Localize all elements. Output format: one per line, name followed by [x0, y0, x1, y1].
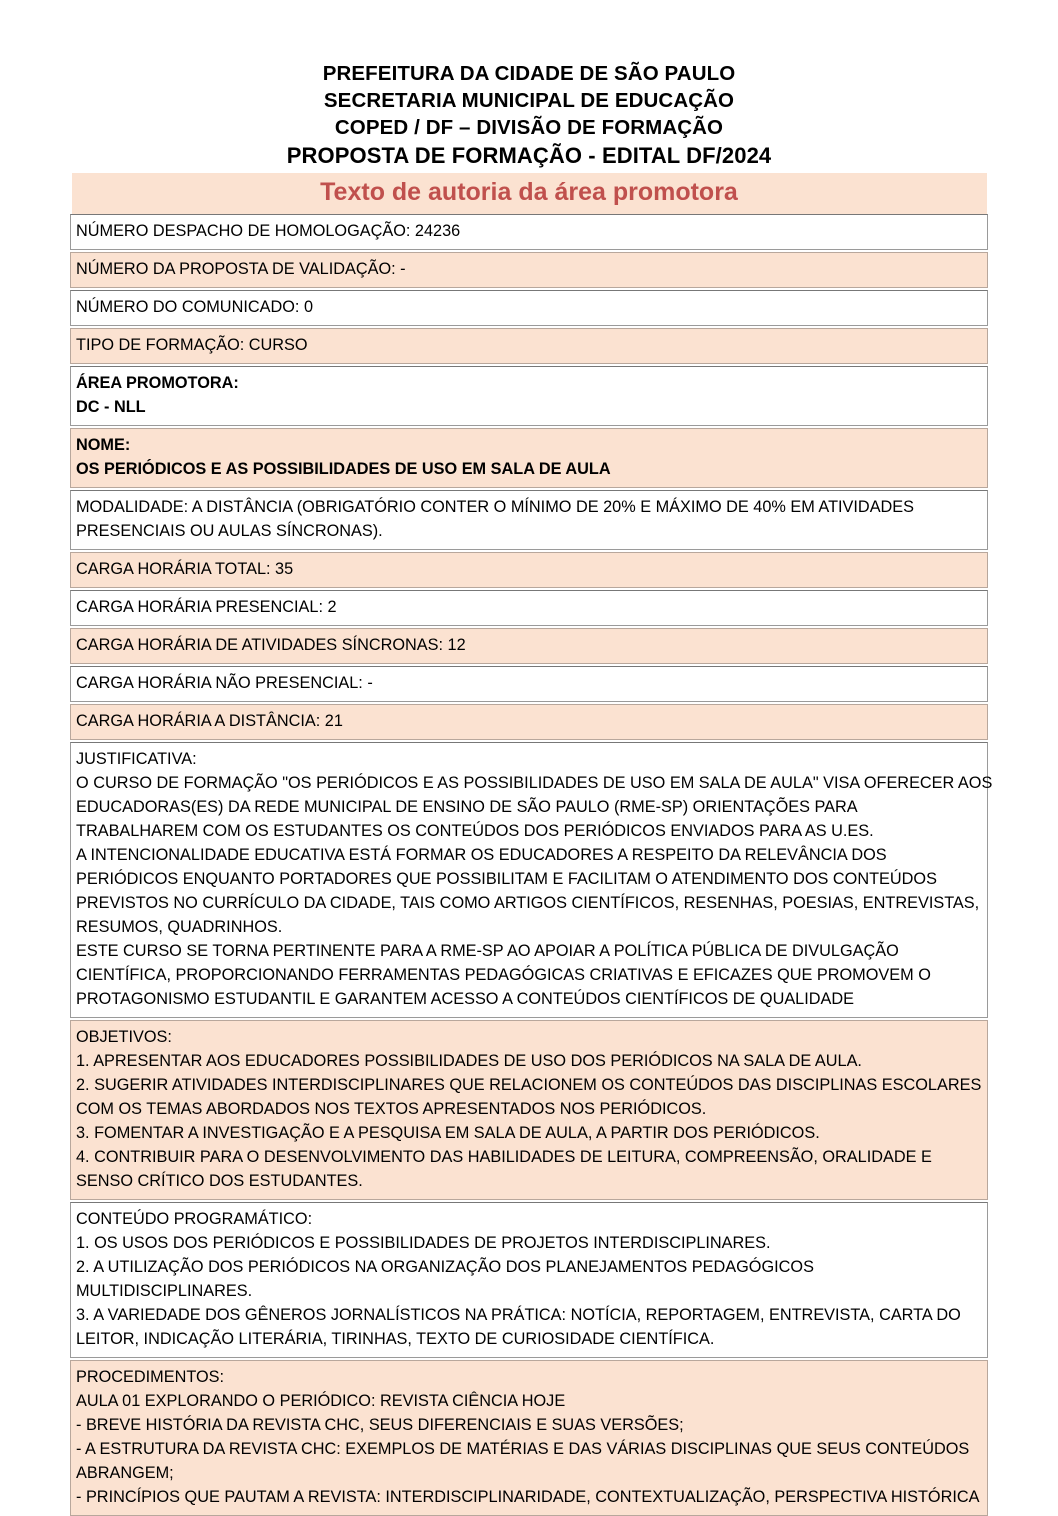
- label-procedimentos: PROCEDIMENTOS:: [76, 1368, 225, 1386]
- proposal-form-table: [70, 214, 993, 1516]
- row-tipo-formacao: [70, 328, 988, 364]
- procedimentos-line: - BREVE HISTÓRIA DA REVISTA CHC, SEUS DIFERENCIAIS E SUAS VERSÕES;: [76, 1416, 684, 1434]
- objetivos-line: SENSO CRÍTICO DOS ESTUDANTES.: [76, 1172, 363, 1190]
- label-nome: NOME:: [76, 436, 131, 454]
- header-line-proposta: PROPOSTA DE FORMAÇÃO - EDITAL DF/2024: [286, 143, 772, 168]
- label-justificativa: JUSTIFICATIVA:: [76, 750, 197, 768]
- justificativa-line: PROTAGONISMO ESTUDANTIL E GARANTEM ACESSO A CONTEÚDOS CIENTÍFICOS DE QUALIDADE: [76, 990, 854, 1008]
- row-carga-horaria-total: [70, 552, 988, 588]
- row-numero-comunicado: [70, 290, 988, 326]
- row-area-promotora: [70, 366, 988, 426]
- header-line-secretaria: SECRETARIA MUNICIPAL DE EDUCAÇÃO: [323, 89, 735, 112]
- field-carga-horaria-sincronas: CARGA HORÁRIA DE ATIVIDADES SÍNCRONAS: 12: [76, 636, 466, 654]
- row-numero-despacho: [70, 214, 988, 250]
- objetivos-line: 1. APRESENTAR AOS EDUCADORES POSSIBILIDADES DE USO DOS PERIÓDICOS NA SALA DE AULA.: [76, 1052, 862, 1070]
- conteudo-line: 1. OS USOS DOS PERIÓDICOS E POSSIBILIDADES DE PROJETOS INTERDISCIPLINARES.: [76, 1234, 771, 1252]
- procedimentos-line: ABRANGEM;: [76, 1464, 174, 1482]
- justificativa-line: ESTE CURSO SE TORNA PERTINENTE PARA A RME-SP AO APOIAR A POLÍTICA PÚBLICA DE DIVULGAÇÃO: [76, 942, 899, 960]
- value-nome: OS PERIÓDICOS E AS POSSIBILIDADES DE USO EM SALA DE AULA: [76, 460, 611, 478]
- field-modalidade-line2: PRESENCIAIS OU AULAS SÍNCRONAS).: [76, 522, 383, 540]
- row-carga-horaria-sincronas: [70, 628, 988, 664]
- justificativa-line: A INTENCIONALIDADE EDUCATIVA ESTÁ FORMAR OS EDUCADORES A RESPEITO DA RELEVÂNCIA DOS: [76, 846, 887, 864]
- objetivos-line: 4. CONTRIBUIR PARA O DESENVOLVIMENTO DAS HABILIDADES DE LEITURA, COMPREENSÃO, ORALIDADE E: [76, 1148, 932, 1166]
- procedimentos-line: AULA 01 EXPLORANDO O PERIÓDICO: REVISTA CIÊNCIA HOJE: [76, 1392, 566, 1410]
- row-carga-horaria-presencial: [70, 590, 988, 626]
- row-conteudo-programatico: [70, 1202, 988, 1358]
- header-line-coped: COPED / DF – DIVISÃO DE FORMAÇÃO: [334, 116, 724, 139]
- row-numero-proposta-validacao: [70, 252, 988, 288]
- label-objetivos: OBJETIVOS:: [76, 1028, 172, 1046]
- conteudo-line: 2. A UTILIZAÇÃO DOS PERIÓDICOS NA ORGANIZAÇÃO DOS PLANEJAMENTOS PEDAGÓGICOS: [76, 1258, 814, 1276]
- banner-label: Texto de autoria da área promotora: [320, 178, 738, 206]
- justificativa-line: PREVISTOS NO CURRÍCULO DA CIDADE, TAIS COMO ARTIGOS CIENTÍFICOS, RESENHAS, POESIAS, ENTREVISTAS,: [76, 894, 980, 912]
- row-carga-horaria-distancia: [70, 704, 988, 740]
- field-tipo-formacao: TIPO DE FORMAÇÃO: CURSO: [76, 336, 308, 354]
- objetivos-line: 2. SUGERIR ATIVIDADES INTERDISCIPLINARES QUE RELACIONEM OS CONTEÚDOS DAS DISCIPLINAS ESCOLARES: [76, 1076, 982, 1094]
- value-area-promotora: DC - NLL: [76, 398, 146, 416]
- document-header: [0, 0, 1058, 171]
- objetivos-line: 3. FOMENTAR A INVESTIGAÇÃO E A PESQUISA EM SALA DE AULA, A PARTIR DOS PERIÓDICOS.: [76, 1124, 820, 1142]
- row-procedimentos: [70, 1360, 988, 1516]
- justificativa-line: TRABALHAREM COM OS ESTUDANTES OS CONTEÚDOS DOS PERIÓDICOS ENVIADOS PARA AS U.ES.: [76, 822, 874, 840]
- objetivos-line: COM OS TEMAS ABORDADOS NOS TEXTOS APRESENTADOS NOS PERIÓDICOS.: [76, 1100, 707, 1118]
- row-carga-horaria-nao-presencial: [70, 666, 988, 702]
- justificativa-line: PERIÓDICOS ENQUANTO PORTADORES QUE POSSIBILITAM E FACILITAM O ATENDIMENTO DOS CONTEÚDOS: [76, 870, 937, 888]
- banner-texto-autoria: [72, 173, 987, 214]
- field-carga-horaria-total: CARGA HORÁRIA TOTAL: 35: [76, 560, 294, 578]
- field-modalidade-line1: MODALIDADE: A DISTÂNCIA (OBRIGATÓRIO CONTER O MÍNIMO DE 20% E MÁXIMO DE 40% EM ATIVIDADES: [76, 498, 915, 516]
- field-carga-horaria-presencial: CARGA HORÁRIA PRESENCIAL: 2: [76, 598, 337, 616]
- field-numero-proposta-validacao: NÚMERO DA PROPOSTA DE VALIDAÇÃO: -: [76, 260, 406, 278]
- conteudo-line: MULTIDISCIPLINARES.: [76, 1282, 253, 1300]
- header-line-prefeitura: PREFEITURA DA CIDADE DE SÃO PAULO: [322, 62, 736, 85]
- field-carga-horaria-nao-presencial: CARGA HORÁRIA NÃO PRESENCIAL: -: [76, 674, 373, 692]
- conteudo-line: 3. A VARIEDADE DOS GÊNEROS JORNALÍSTICOS NA PRÁTICA: NOTÍCIA, REPORTAGEM, ENTREVISTA, CARTA DO: [76, 1306, 961, 1324]
- justificativa-line: RESUMOS, QUADRINHOS.: [76, 918, 283, 936]
- field-numero-comunicado: NÚMERO DO COMUNICADO: 0: [76, 298, 313, 316]
- conteudo-line: LEITOR, INDICAÇÃO LITERÁRIA, TIRINHAS, TEXTO DE CURIOSIDADE CIENTÍFICA.: [76, 1330, 715, 1348]
- row-objetivos: [70, 1020, 988, 1200]
- justificativa-line: EDUCADORAS(ES) DA REDE MUNICIPAL DE ENSINO DE SÃO PAULO (RME-SP) ORIENTAÇÕES PARA: [76, 798, 858, 816]
- row-nome: [70, 428, 988, 488]
- field-carga-horaria-distancia: CARGA HORÁRIA A DISTÂNCIA: 21: [76, 712, 343, 730]
- procedimentos-line: - A ESTRUTURA DA REVISTA CHC: EXEMPLOS DE MATÉRIAS E DAS VÁRIAS DISCIPLINAS QUE SEUS CONTEÚDOS: [76, 1440, 970, 1458]
- label-area-promotora: ÁREA PROMOTORA:: [76, 374, 239, 392]
- row-modalidade: [70, 490, 988, 550]
- row-justificativa: [70, 742, 993, 1018]
- procedimentos-line: - PRINCÍPIOS QUE PAUTAM A REVISTA: INTERDISCIPLINARIDADE, CONTEXTUALIZAÇÃO, PERSPECTIVA HISTÓRICA: [76, 1488, 980, 1506]
- field-numero-despacho: NÚMERO DESPACHO DE HOMOLOGAÇÃO: 24236: [76, 222, 461, 240]
- justificativa-line: CIENTÍFICA, PROPORCIONANDO FERRAMENTAS PEDAGÓGICAS CRIATIVAS E EFICAZES QUE PROMOVEM O: [76, 966, 931, 984]
- label-conteudo-programatico: CONTEÚDO PROGRAMÁTICO:: [76, 1210, 313, 1228]
- justificativa-line: O CURSO DE FORMAÇÃO "OS PERIÓDICOS E AS POSSIBILIDADES DE USO EM SALA DE AULA" VISA OFERECER AOS: [76, 774, 993, 792]
